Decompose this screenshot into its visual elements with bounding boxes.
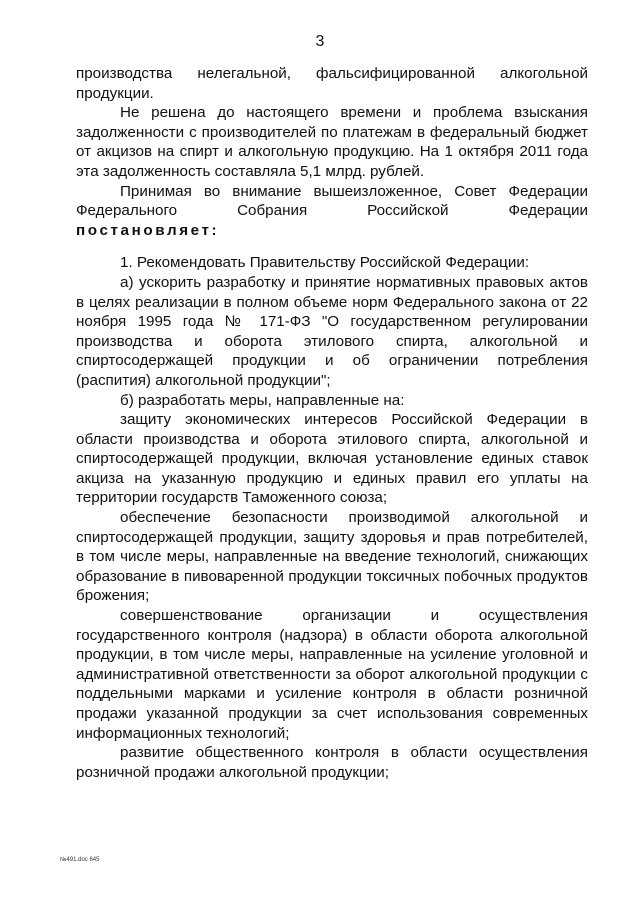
paragraph-preamble: Принимая во внимание вышеизложенное, Совет Федерации Федерального Собрания Российской Федерации (76, 182, 588, 220)
document-body (76, 64, 588, 782)
paragraph-measure-1: защиту экономических интересов Российской Федерации в области производства и оборота этилового спирта, алкогольной и спиртосодержащей продукции, включая установление единых ставок акциза на указанную продукцию и единых правил его уплаты на территории государств Таможенного союза; (76, 411, 588, 507)
paragraph-measure-3: совершенствование организации и осуществления государственного контроля (надзора) в области оборота алкогольной продукции, в том числе меры, направленные на усиление уголовной и административной ответственности за оборот алкогольной продукции с поддельными марками и усиление контроля в области розничной продажи указанной продукции за счет использования современных информационных технологий; (76, 607, 588, 742)
paragraph-intro: производства нелегальной, фальсифицированной алкогольной продукции. (76, 65, 588, 102)
paragraph-measure-4: развитие общественного контроля в области осуществления розничной продажи алкогольной продукции; (76, 744, 588, 781)
decree-word: постановляет: (76, 221, 220, 239)
paragraph-measure-2: обеспечение безопасности производимой алкогольной и спиртосодержащей продукции, защиту здоровья и прав потребителей, в том числе меры, направленные на введение технологий, снижающих образование в пивоваренной продукции токсичных побочных продуктов брожения; (76, 509, 588, 605)
paragraph-item-a: а) ускорить разработку и принятие нормативных правовых актов в целях реализации в полном объеме норм Федерального закона от 22 ноября 1995 года № 171-ФЗ "О государственном регулировании производства и оборота этилового спирта, алкогольной и спиртосодержащей продукции и об ограничении потребления (распития) алкогольной продукции"; (76, 273, 588, 389)
paragraph-item-b: б) разработать меры, направленные на: (120, 391, 405, 409)
footer-code: №491.doc 645 (60, 857, 100, 863)
paragraph-item-1: 1. Рекомендовать Правительству Российской Федерации: (120, 254, 530, 272)
page-number: 3 (315, 33, 325, 50)
paragraph-debt: Не решена до настоящего времени и проблема взыскания задолженности с производителей по платежам в федеральный бюджет от акцизов на спирт и алкогольную продукцию. На 1 октября 2011 года эта задолженность составляла 5,1 млрд. рублей. (76, 104, 588, 180)
